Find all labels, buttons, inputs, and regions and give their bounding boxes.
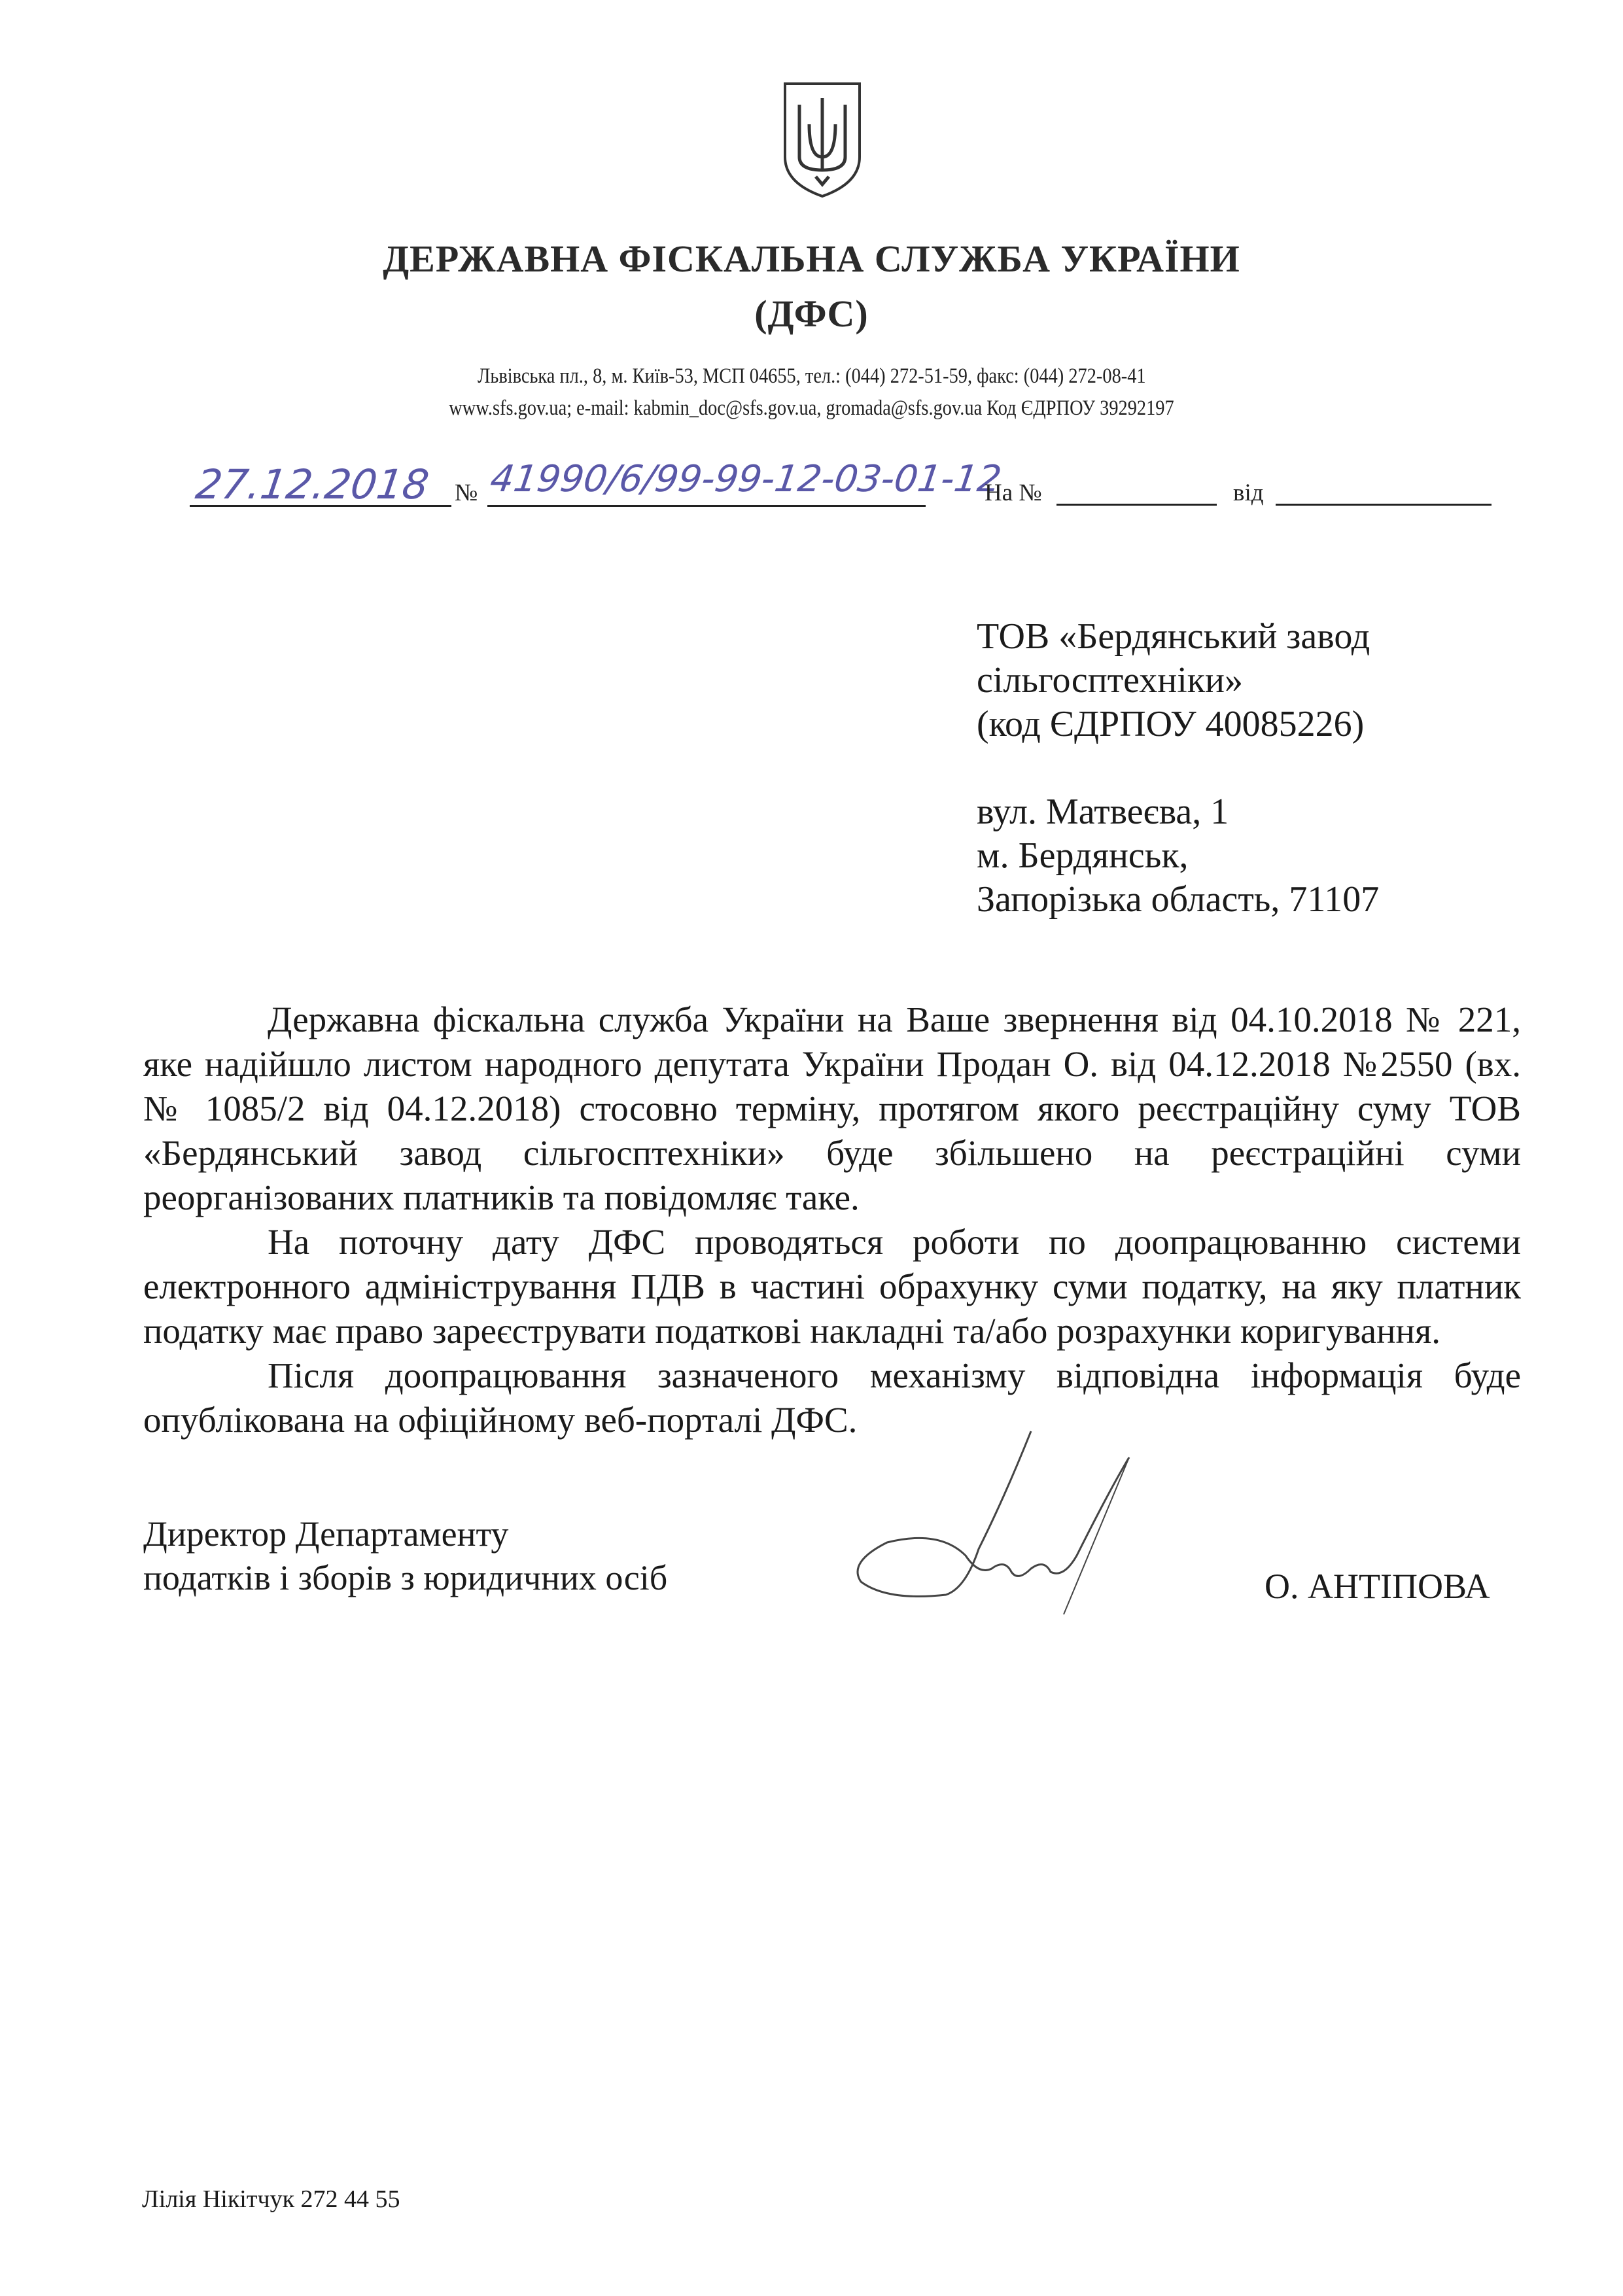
addressee-line: ТОВ «Бердянський завод xyxy=(977,616,1370,657)
addressee-address-line: вул. Матвеєва, 1 xyxy=(977,791,1229,832)
addressee-line: (код ЄДРПОУ 40085226) xyxy=(977,704,1365,744)
reference-number-field xyxy=(1056,484,1217,506)
addressee-block xyxy=(977,615,1379,922)
signatory-name: О. АНТІПОВА xyxy=(1265,1567,1490,1606)
executor-contact: Лілія Нікітчук 272 44 55 xyxy=(142,2185,400,2213)
agency-abbreviation: (ДФС) xyxy=(754,292,869,335)
outgoing-number-field xyxy=(487,458,1004,507)
letter-body xyxy=(143,998,1521,1442)
agency-contacts: www.sfs.gov.ua; e-mail: kabmin_doc@sfs.gov.ua, gromada@sfs.gov.ua Код ЄДРПОУ 39292197 xyxy=(449,396,1174,420)
number-label: № xyxy=(455,479,478,506)
agency-title: ДЕРЖАВНА ФІСКАЛЬНА СЛУЖБА УКРАЇНИ xyxy=(383,237,1240,280)
trident-emblem-icon xyxy=(780,78,865,200)
outgoing-date-field xyxy=(190,461,451,508)
outgoing-number: 41990/6/99-99-12-03-01-12 xyxy=(487,458,1004,500)
position-line: податків і зборів з юридичних осіб xyxy=(143,1558,668,1597)
addressee-address-line: м. Бердянськ, xyxy=(977,835,1189,876)
addressee-address-line: Запорізька область, 71107 xyxy=(977,879,1380,920)
body-paragraph: На поточну дату ДФС проводяться роботи по доопрацюванню системи електронного адміністрування ПДВ в частині обрахунку суми податку, на яку платник податку має право зареєструвати податкові накладні та/або розрахунки коригування. xyxy=(143,1222,1521,1351)
position-line: Директор Департаменту xyxy=(143,1514,509,1554)
reference-from-label: від xyxy=(1233,479,1264,506)
body-paragraph: Державна фіскальна служба України на Ваше звернення від 04.10.2018 № 221, яке надійшло листом народного депутата України Продан О. від 04.12.2018 №2550 (вх. № 1085/2 від 04.12.2018) стосовно терміну, протягом якого реєстраційну суму ТОВ «Бердянський завод сільгосптехніки» буде збільшено на реєстраційні суми реорганізованих платників та повідомляє таке. xyxy=(143,1000,1521,1217)
signatory-position xyxy=(143,1512,667,1600)
addressee-line: сільгосптехніки» xyxy=(977,660,1243,701)
outgoing-date: 27.12.2018 xyxy=(192,461,432,508)
agency-address: Львівська пл., 8, м. Київ-53, МСП 04655, тел.: (044) 272-51-59, факс: (044) 272-08-41 xyxy=(477,364,1146,388)
body-paragraph: Після доопрацювання зазначеного механізму відповідна інформація буде опублікована на офіційному веб-порталі ДФС. xyxy=(143,1355,1521,1440)
reference-label: На № xyxy=(985,479,1042,506)
handwritten-signature-icon xyxy=(848,1418,1162,1631)
reference-date-field xyxy=(1276,484,1492,506)
